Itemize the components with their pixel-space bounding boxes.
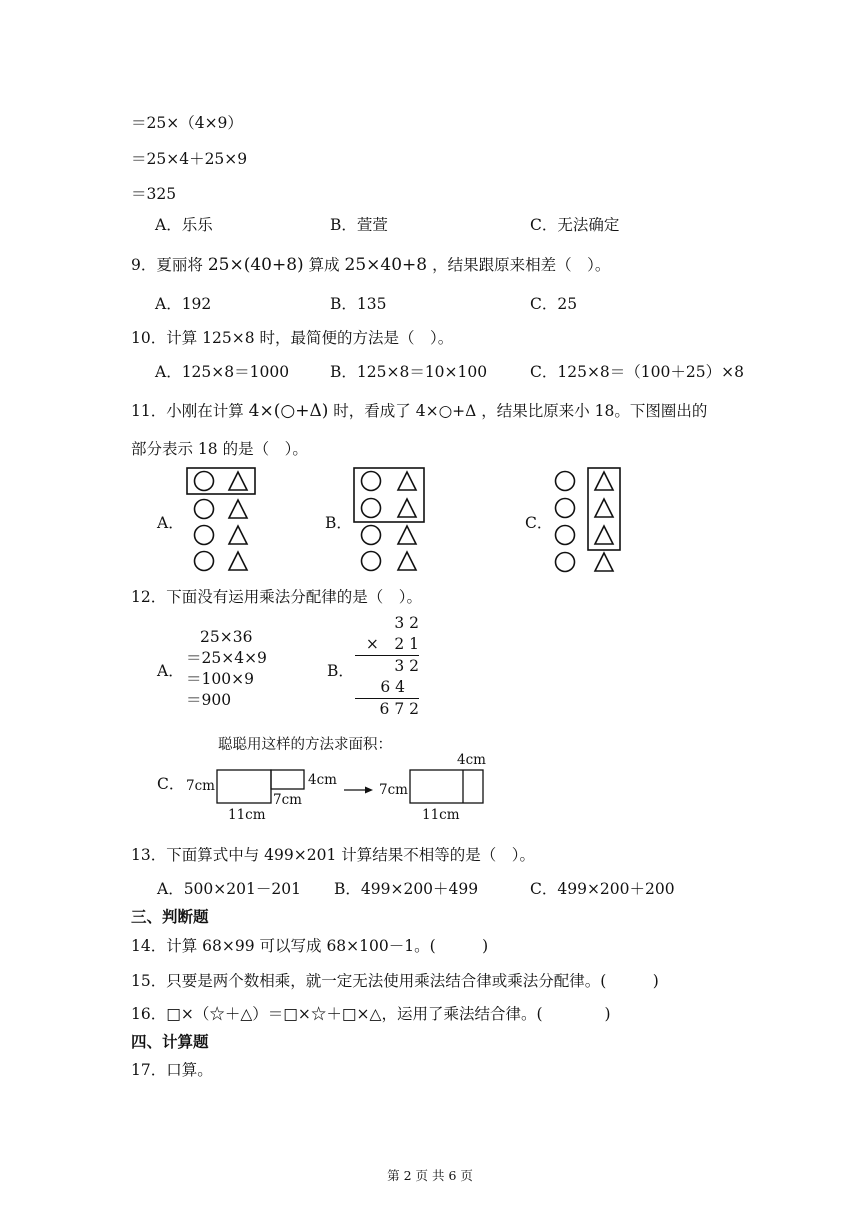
q12-question: 12．下面没有运用乘法分配律的是（ ）。 bbox=[131, 588, 422, 606]
page-footer: 第 2 页 共 6 页 bbox=[387, 1168, 473, 1183]
q12-label-a: A． bbox=[157, 662, 184, 680]
q12-c-area-diagram bbox=[184, 752, 494, 824]
big-rectangle bbox=[217, 770, 271, 803]
q11-prefix: 11．小刚在计算 bbox=[131, 402, 244, 420]
q9-suffix: ，结果跟原来相差（ ）。 bbox=[432, 256, 611, 274]
q10-question: 10．计算 125×8 时，最简便的方法是（ ）。 bbox=[131, 329, 454, 347]
triangle-shape bbox=[229, 552, 247, 570]
q17-question: 17．口算。 bbox=[131, 1061, 213, 1079]
q11-expr-1: 4×(○+Δ) bbox=[248, 401, 329, 421]
triangle-shape bbox=[398, 526, 416, 544]
q11-figure-a bbox=[185, 466, 265, 578]
highlight-box bbox=[588, 468, 620, 550]
circle-shape bbox=[195, 500, 214, 519]
triangle-shape bbox=[595, 526, 613, 544]
q11-question bbox=[131, 399, 707, 421]
circle-shape bbox=[556, 553, 575, 572]
dim-small-width: 4cm bbox=[308, 772, 337, 788]
triangle-shape bbox=[229, 472, 247, 490]
q8-option-c: C．无法确定 bbox=[530, 216, 620, 234]
q14-question: 14．计算 68×99 可以写成 68×100－1。( ) bbox=[131, 937, 489, 955]
circle-shape bbox=[195, 552, 214, 571]
dim-right-bottom: 11cm bbox=[422, 807, 460, 823]
q11-figure-b bbox=[352, 466, 432, 578]
q8-step-2: ＝25×4＋25×9 bbox=[131, 150, 248, 168]
q8-option-b: B．萱萱 bbox=[330, 216, 388, 234]
dim-bottom-width: 11cm bbox=[228, 807, 266, 823]
triangle-shape bbox=[595, 553, 613, 571]
triangle-shape bbox=[229, 500, 247, 518]
q10-option-c: C．125×8＝（100＋25）×8 bbox=[530, 363, 744, 381]
triangle-shape bbox=[398, 552, 416, 570]
circle-shape bbox=[362, 552, 381, 571]
circle-shape bbox=[362, 499, 381, 518]
circle-shape bbox=[362, 472, 381, 491]
triangle-shape bbox=[595, 499, 613, 517]
q12-b-row-4: 6 4 bbox=[355, 677, 419, 699]
circle-shape bbox=[556, 472, 575, 491]
q12-a-line-2: ＝25×4×9 bbox=[186, 649, 267, 667]
q10-option-a: A．125×8＝1000 bbox=[155, 363, 290, 381]
q11-expr-2: 4×○+Δ bbox=[415, 402, 477, 420]
q8-step-1: ＝25×（4×9） bbox=[131, 114, 243, 132]
q13-question: 13．下面算式中与 499×201 计算结果不相等的是（ ）。 bbox=[131, 846, 535, 864]
triangle-shape bbox=[398, 499, 416, 517]
q12-b-vertical-calc bbox=[355, 613, 419, 720]
q8-option-a: A．乐乐 bbox=[155, 216, 213, 234]
q11-label-a: A． bbox=[157, 514, 184, 532]
q12-a-line-3: ＝100×9 bbox=[186, 670, 254, 688]
q11-question-line-2: 部分表示 18 的是（ ）。 bbox=[131, 440, 308, 458]
dim-right-top: 4cm bbox=[457, 752, 486, 768]
q9-middle: 算成 bbox=[308, 256, 340, 274]
circle-shape bbox=[195, 526, 214, 545]
q8-step-3: ＝325 bbox=[131, 185, 177, 203]
q11-label-c: C． bbox=[525, 514, 553, 532]
arrow-head-icon bbox=[365, 787, 373, 794]
circle-shape bbox=[195, 472, 214, 491]
q9-option-c: C．25 bbox=[530, 295, 578, 313]
q12-a-work bbox=[186, 627, 267, 711]
q10-option-b: B．125×8＝10×100 bbox=[330, 363, 488, 381]
q12-a-line-1: 25×36 bbox=[200, 628, 253, 646]
q9-expr-2: 25×40+8 bbox=[344, 255, 428, 275]
q13-option-a: A．500×201－201 bbox=[157, 880, 301, 898]
q13-option-b: B．499×200＋499 bbox=[334, 880, 479, 898]
q9-prefix: 9．夏丽将 bbox=[131, 256, 203, 274]
q11-figure-c bbox=[550, 466, 630, 578]
q15-question: 15．只要是两个数相乘，就一定无法使用乘法结合律或乘法分配律。( ) bbox=[131, 972, 659, 990]
circle-shape bbox=[556, 526, 575, 545]
small-rectangle bbox=[271, 770, 304, 789]
section-judgment-heading: 三、判断题 bbox=[131, 908, 209, 926]
circle-shape bbox=[556, 499, 575, 518]
q9-option-b: B．135 bbox=[330, 295, 387, 313]
q9-expr-1: 25×(40+8) bbox=[207, 255, 304, 275]
q12-c-caption: 聪聪用这样的方法求面积： bbox=[218, 737, 392, 753]
q12-label-b: B． bbox=[327, 662, 354, 680]
q13-option-c: C．499×200＋200 bbox=[530, 880, 675, 898]
triangle-shape bbox=[398, 472, 416, 490]
q12-b-row-5: 6 7 2 bbox=[379, 700, 419, 718]
triangle-shape bbox=[595, 472, 613, 490]
q11-suffix: ，结果比原来小 18。下图圈出的 bbox=[481, 402, 708, 420]
dim-small-height: 7cm bbox=[273, 792, 302, 808]
circle-shape bbox=[362, 526, 381, 545]
combined-rectangle bbox=[410, 770, 483, 803]
q16-question: 16．□×（☆＋△）＝□×☆＋□×△，运用了乘法结合律。( ) bbox=[131, 1005, 611, 1023]
dim-left-height: 7cm bbox=[186, 778, 215, 794]
dim-right-height: 7cm bbox=[379, 782, 408, 798]
q9-option-a: A．192 bbox=[155, 295, 212, 313]
q12-b-row-3: 3 2 bbox=[394, 657, 419, 675]
q11-label-b: B． bbox=[325, 514, 352, 532]
section-calculation-heading: 四、计算题 bbox=[131, 1033, 209, 1051]
q12-label-c: C． bbox=[157, 775, 185, 793]
q12-b-row-2: × 2 1 bbox=[355, 634, 419, 656]
q11-middle: 时，看成了 bbox=[333, 402, 411, 420]
q12-a-line-4: ＝900 bbox=[186, 691, 232, 709]
q9-question bbox=[131, 253, 610, 275]
triangle-shape bbox=[229, 526, 247, 544]
q12-b-row-1: 3 2 bbox=[394, 614, 419, 632]
